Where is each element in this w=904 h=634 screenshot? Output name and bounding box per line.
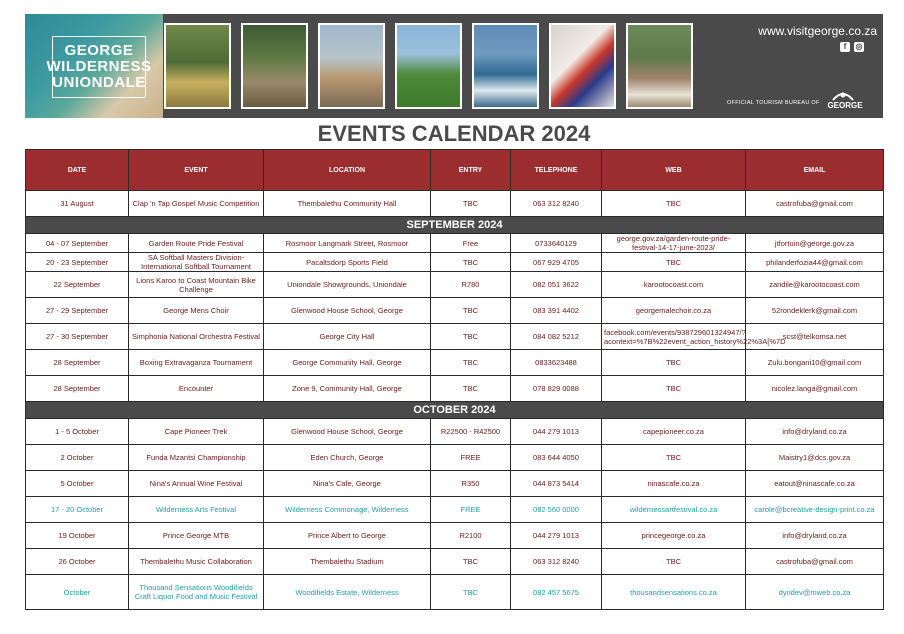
table-row <box>26 376 884 402</box>
month-label: OCTOBER 2024 <box>26 402 884 419</box>
cell-web: TBC <box>602 350 746 376</box>
cell-telephone: 063 312 8240 <box>511 191 602 217</box>
cell-location: Glenwood House School, George <box>264 298 431 324</box>
cell-date: 28 September <box>26 350 129 376</box>
cell-location: George City Hall <box>264 324 431 350</box>
cell-email[interactable]: info@dryland.co.za <box>746 419 884 445</box>
cell-event: Encounter <box>129 376 264 402</box>
brand-logo <box>46 36 152 98</box>
cell-telephone: 0733640129 <box>511 234 602 253</box>
cell-location: Zone 9, Community Hall, George <box>264 376 431 402</box>
cell-event: George Mens Choir <box>129 298 264 324</box>
cell-location: Thembalethu Stadium <box>264 549 431 575</box>
cell-date: 22 September <box>26 272 129 298</box>
table-row <box>26 298 884 324</box>
month-divider-row <box>26 217 884 234</box>
cell-entry: TBC <box>431 549 511 575</box>
col-header-email: EMAIL <box>746 150 884 191</box>
cell-web: TBC <box>602 549 746 575</box>
table-row <box>26 445 884 471</box>
cell-web: TBC <box>602 191 746 217</box>
cell-web[interactable]: thousandsensations.co.za <box>602 575 746 610</box>
table-row <box>26 471 884 497</box>
events-table-body <box>26 191 884 610</box>
cell-entry: Free <box>431 234 511 253</box>
cell-event: Funda Mzantsi Championship <box>129 445 264 471</box>
table-row <box>26 575 884 610</box>
cell-date: October <box>26 575 129 610</box>
cell-email[interactable]: carole@bcreative-design-print.co.za <box>746 497 884 523</box>
cell-event: SA Softball Masters Division-International Softball Tournament <box>129 253 264 272</box>
cell-email[interactable]: castrofuba@gmail.com <box>746 549 884 575</box>
cell-event: Clap 'n Tap Gospel Music Competition <box>129 191 264 217</box>
cell-web[interactable]: karootocoast.com <box>602 272 746 298</box>
col-header-telephone: TELEPHONE <box>511 150 602 191</box>
cell-entry: TBC <box>431 191 511 217</box>
cell-entry: R780 <box>431 272 511 298</box>
cell-location: Uniondale Showgrounds, Uniondale <box>264 272 431 298</box>
table-header-row <box>26 150 884 191</box>
photo-horse-rider <box>626 23 693 109</box>
cell-telephone: 082 560 0000 <box>511 497 602 523</box>
website-url[interactable]: www.visitgeorge.co.za <box>758 24 877 38</box>
cell-event: Nina's Annual Wine Festival <box>129 471 264 497</box>
cell-event: Lions Karoo to Coast Mountain Bike Challenge <box>129 272 264 298</box>
cell-web[interactable]: georgemalechoir.co.za <box>602 298 746 324</box>
cell-web: TBC <box>602 445 746 471</box>
table-row <box>26 350 884 376</box>
events-table <box>25 149 884 610</box>
cell-date: 04 - 07 September <box>26 234 129 253</box>
header-banner <box>25 14 883 118</box>
table-row <box>26 497 884 523</box>
col-header-web: WEB <box>602 150 746 191</box>
cell-telephone: 044 873 5414 <box>511 471 602 497</box>
george-wordmark: GEORGE <box>827 101 863 110</box>
cell-location: Glenwood House School, George <box>264 419 431 445</box>
cell-telephone: 044 279 1013 <box>511 419 602 445</box>
cell-email[interactable]: info@dryland.co.za <box>746 523 884 549</box>
cell-location: George Community Hall, George <box>264 350 431 376</box>
cell-date: 26 October <box>26 549 129 575</box>
facebook-icon[interactable]: f <box>840 42 850 52</box>
cell-event: Boxing Extravaganza Tournament <box>129 350 264 376</box>
cell-email[interactable]: nicolez.langa@gmail.com <box>746 376 884 402</box>
cell-location: Pacaltsdorp Sports Field <box>264 253 431 272</box>
cell-web[interactable]: ninascafe.co.za <box>602 471 746 497</box>
table-row <box>26 523 884 549</box>
cell-event: Thembalethu Music Collaboration <box>129 549 264 575</box>
cell-event: Cape Pioneer Trek <box>129 419 264 445</box>
cell-entry: TBC <box>431 575 511 610</box>
cell-location: Rosmoor Langmark Street, Rosmoor <box>264 234 431 253</box>
cell-entry: TBC <box>431 324 511 350</box>
table-row <box>26 191 884 217</box>
cell-email[interactable]: dyndev@mweb.co.za <box>746 575 884 610</box>
cell-telephone: 078 829 0088 <box>511 376 602 402</box>
cell-telephone: 082 051 3622 <box>511 272 602 298</box>
cell-email[interactable]: castrofuba@gmail.com <box>746 191 884 217</box>
cell-web[interactable]: george.gov.za/garden-route-pride-festival-14-17-june-2023/ <box>602 234 746 253</box>
cell-location: Prince Albert to George <box>264 523 431 549</box>
cell-event: Garden Route Pride Festival <box>129 234 264 253</box>
cell-entry: TBC <box>431 298 511 324</box>
cell-entry: TBC <box>431 376 511 402</box>
cell-email[interactable]: philanderfozia44@gmail.com <box>746 253 884 272</box>
instagram-icon[interactable]: ◎ <box>855 42 863 51</box>
table-row <box>26 549 884 575</box>
cell-date: 20 - 23 September <box>26 253 129 272</box>
cell-date: 5 October <box>26 471 129 497</box>
cell-telephone: 083 391 4402 <box>511 298 602 324</box>
cell-web: TBC <box>602 376 746 402</box>
cell-date: 27 - 29 September <box>26 298 129 324</box>
cell-email[interactable]: 52rondeklerk@gmail.com <box>746 298 884 324</box>
cell-location: Nina's Cafe, George <box>264 471 431 497</box>
col-header-event: EVENT <box>129 150 264 191</box>
cell-event: Wilderness Arts Festival <box>129 497 264 523</box>
cell-entry: FREE <box>431 497 511 523</box>
cell-web: TBC <box>602 253 746 272</box>
cell-date: 17 - 20 October <box>26 497 129 523</box>
logo-line-george: GEORGE <box>64 42 134 59</box>
cell-date: 28 September <box>26 376 129 402</box>
cell-event: Prince George MTB <box>129 523 264 549</box>
cell-entry: R350 <box>431 471 511 497</box>
photo-sculpture <box>318 23 385 109</box>
cell-entry: R22500 - R42500 <box>431 419 511 445</box>
table-row <box>26 419 884 445</box>
cell-date: 2 October <box>26 445 129 471</box>
cell-event: Simphonia National Orchestra Festival <box>129 324 264 350</box>
cell-telephone: 082 457 5675 <box>511 575 602 610</box>
photo-golfer <box>395 23 462 109</box>
page-title: EVENTS CALENDAR 2024 <box>317 121 591 146</box>
cell-web[interactable]: capepioneer.co.za <box>602 419 746 445</box>
cell-entry: FREE <box>431 445 511 471</box>
cell-telephone: 063 312 8240 <box>511 549 602 575</box>
cell-date: 1 - 5 October <box>26 419 129 445</box>
cell-location: Woodifields Estate, Wilderness <box>264 575 431 610</box>
cell-location: Thembalethu Community Hall <box>264 191 431 217</box>
photo-art-gallery <box>549 23 616 109</box>
cell-location: Eden Church, George <box>264 445 431 471</box>
cell-email[interactable]: jtfortuin@george.gov.za <box>746 234 884 253</box>
table-row <box>26 324 884 350</box>
cell-entry: R2100 <box>431 523 511 549</box>
cell-email[interactable]: eatout@ninascafe.co.za <box>746 471 884 497</box>
cell-date: 31 August <box>26 191 129 217</box>
cell-email[interactable]: scst@telkomsa.net <box>746 324 884 350</box>
bureau-text: OFFICIAL TOURISM BUREAU OF <box>727 100 820 106</box>
cell-telephone: 044 279 1013 <box>511 523 602 549</box>
cell-web[interactable]: wildernessartfestival.co.za <box>602 497 746 523</box>
month-divider-row <box>26 402 884 419</box>
col-header-date: DATE <box>26 150 129 191</box>
cell-email[interactable]: Maistry1@dcs.gov.za <box>746 445 884 471</box>
cell-telephone: 0833623488 <box>511 350 602 376</box>
logo-line-uniondale: UNIONDALE <box>52 74 146 91</box>
col-header-entry: ENTRY <box>431 150 511 191</box>
cell-event: Thousand Sensations Woodifields Craft Liquor Food and Music Festival <box>129 575 264 610</box>
month-label: SEPTEMBER 2024 <box>26 217 884 234</box>
photo-boardwalk <box>164 23 231 109</box>
cell-date: 19 October <box>26 523 129 549</box>
table-row <box>26 234 884 253</box>
logo-line-wilderness: WILDERNESS <box>46 58 152 75</box>
cell-entry: TBC <box>431 350 511 376</box>
cell-telephone: 083 644 4050 <box>511 445 602 471</box>
cell-date: 27 - 30 September <box>26 324 129 350</box>
cell-email[interactable]: Zulu.bongani10@gmail.com <box>746 350 884 376</box>
cell-telephone: 084 082 5212 <box>511 324 602 350</box>
table-row <box>26 253 884 272</box>
photo-surfer <box>472 23 539 109</box>
cell-web[interactable]: facebook.com/events/938729601324947/?acontext=%7B%22event_action_history%22%3A[%7D <box>602 324 746 350</box>
cell-telephone: 067 929 4705 <box>511 253 602 272</box>
table-row <box>26 272 884 298</box>
col-header-location: LOCATION <box>264 150 431 191</box>
cell-email[interactable]: zandile@karootocoast.com <box>746 272 884 298</box>
photo-forest-hiker <box>241 23 308 109</box>
cell-entry: TBC <box>431 253 511 272</box>
events-flyer <box>25 14 883 614</box>
brand-logo-panel <box>25 14 163 118</box>
cell-web[interactable]: princegeorge.co.za <box>602 523 746 549</box>
cell-location: Wilderness Commonage, Wilderness <box>264 497 431 523</box>
